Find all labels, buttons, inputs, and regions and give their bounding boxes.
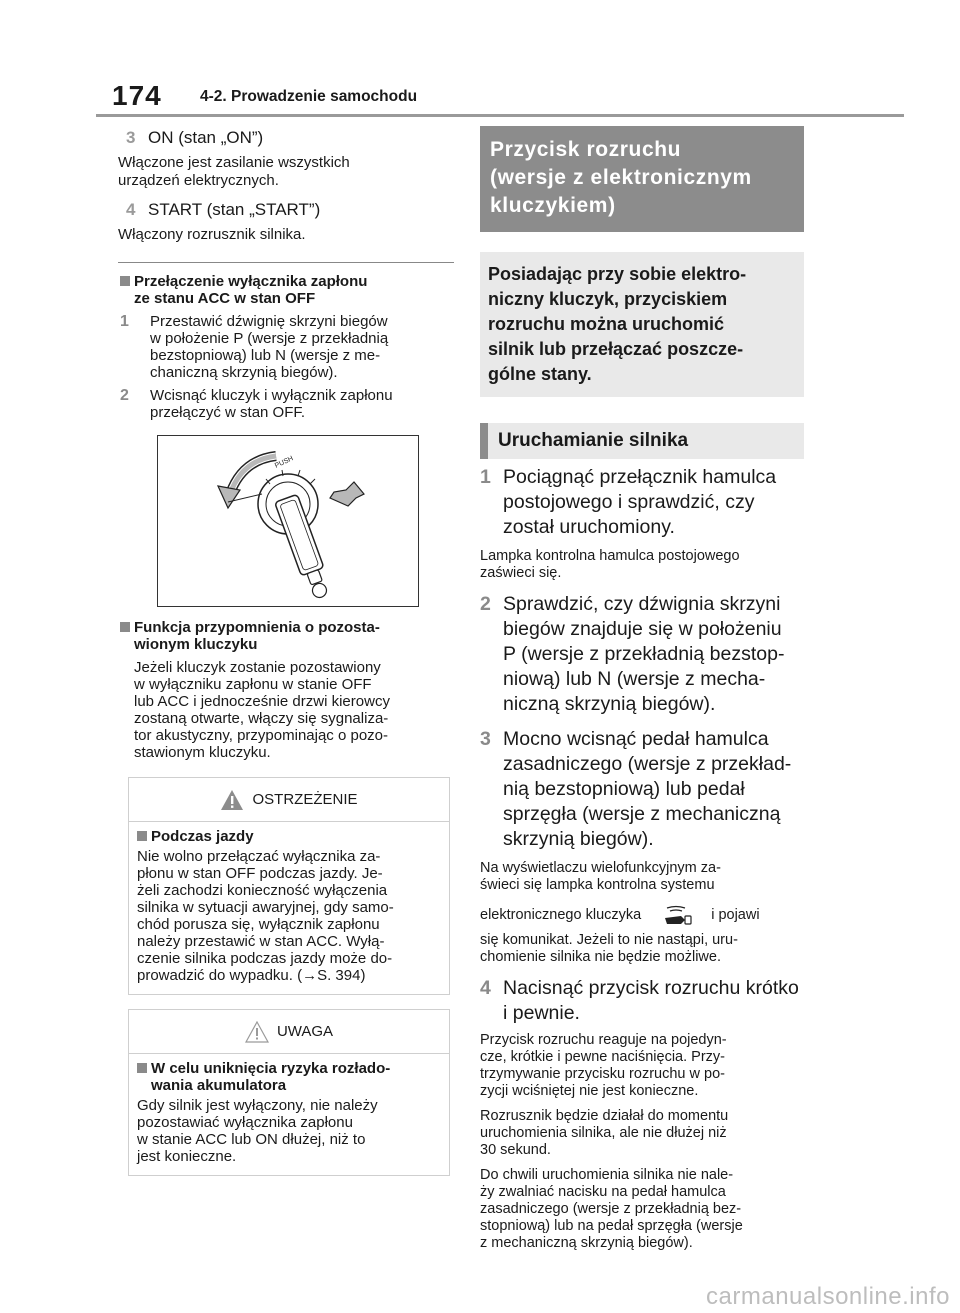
- square-bullet-icon: [120, 276, 130, 286]
- step-number: 3: [480, 728, 491, 750]
- section-banner: [480, 126, 804, 232]
- text-line: płonu w stan OFF podczas jazdy. Je-: [137, 865, 383, 882]
- list-item: [118, 387, 454, 421]
- heading-line: wania akumulatora: [151, 1077, 287, 1094]
- start-step-3: [480, 727, 804, 852]
- text-line: silnik lub przełączać poszcze-: [488, 339, 744, 359]
- warning-title: OSTRZEŻENIE: [252, 791, 358, 808]
- text-line: Mocno wcisnąć pedał hamulca: [503, 728, 769, 750]
- text-line: Przycisk rozruchu reaguje na pojedyn-: [480, 1032, 727, 1048]
- text-line: chomienie silnika nie będzie możliwe.: [480, 949, 721, 965]
- text-line-with-icon: [480, 904, 804, 926]
- smart-key-indicator-icon: [641, 904, 711, 926]
- notice-box: [128, 1009, 450, 1176]
- step-title: START (stan „START”): [148, 200, 321, 219]
- text-line: tor akustyczny, przypominając o pozo-: [134, 727, 388, 744]
- text-line: Posiadając przy sobie elektro-: [488, 264, 747, 284]
- text-line: przełączyć w stan OFF.: [150, 404, 306, 421]
- right-column: [480, 126, 804, 1252]
- step-number: 1: [480, 466, 491, 488]
- text-line: zaświeci się.: [480, 565, 562, 581]
- step-4-note-1: [480, 1032, 804, 1100]
- text-line: i pewnie.: [503, 1002, 580, 1024]
- step-4-note-3: [480, 1167, 804, 1252]
- notice-header: [129, 1010, 449, 1054]
- text-line: stopniową) lub na pedał sprzęgła (wersje: [480, 1218, 743, 1234]
- heading-line: ze stanu ACC w stan OFF: [134, 290, 316, 307]
- text-line: stawionym kluczyku.: [134, 744, 271, 761]
- text-line: postojowego i sprawdzić, czy: [503, 491, 755, 513]
- step-number: 1: [120, 313, 129, 330]
- text-line: Lampka kontrolna hamulca postojowego: [480, 548, 740, 564]
- start-step-2: [480, 592, 804, 717]
- square-bullet-icon: [120, 622, 130, 632]
- text-line: Do chwili uruchomienia silnika nie nale-: [480, 1167, 734, 1183]
- text-line: nią bezstopniową) lub pedał: [503, 778, 745, 800]
- text-line: gólne stany.: [488, 364, 592, 384]
- notice-subheading: [137, 1060, 441, 1094]
- heading-line: Funkcja przypomnienia o pozosta-: [134, 619, 380, 636]
- key-reminder-text: [118, 659, 454, 761]
- text-line: pozostawiać wyłącznika zapłonu: [137, 1114, 353, 1131]
- warning-subheading: [137, 828, 441, 845]
- heading-line: W celu uniknięcia ryzyka rozłado-: [151, 1060, 391, 1077]
- text-line: został uruchomiony.: [503, 516, 675, 538]
- text-line: jest konieczne.: [137, 1148, 237, 1165]
- text-line: z mechaniczną skrzynią biegów).: [480, 1235, 693, 1251]
- text-line: uruchomienia silnika, ale nie dłużej niż: [480, 1125, 727, 1141]
- text-line: Przestawić dźwignię skrzyni biegów: [150, 313, 388, 330]
- notice-text: [137, 1097, 441, 1165]
- text-fragment: elektronicznego kluczyka: [480, 906, 642, 923]
- text-line: niczny kluczyk, przyciskiem: [488, 289, 728, 309]
- push-label: PUSH: [273, 455, 295, 470]
- text-fragment: i pojawi: [711, 906, 760, 923]
- page-number: 174: [112, 80, 162, 111]
- step-4-note-2: [480, 1108, 804, 1159]
- text-line: urządzeń elektrycznych.: [118, 172, 279, 189]
- notice-title: UWAGA: [276, 1023, 334, 1040]
- text-line: ży zwalniać nacisku na pedał hamulca: [480, 1184, 726, 1200]
- text-line: czenie silnika podczas jazdy może do-: [137, 950, 393, 967]
- step-4-description: Włączony rozrusznik silnika.: [118, 226, 306, 243]
- text-line: Włączone jest zasilanie wszystkich: [118, 154, 350, 171]
- switch-off-steps: [118, 313, 454, 421]
- section-divider: [118, 262, 454, 263]
- section-title: 4-2. Prowadzenie samochodu: [200, 88, 418, 105]
- subsection-header: [480, 423, 804, 459]
- heading-line: Podczas jazdy: [151, 828, 254, 845]
- text-line: zasadniczego (wersje z przekład-: [503, 753, 792, 775]
- text-line: silnika w sytuacji awaryjnej, gdy samo-: [137, 899, 394, 916]
- step-number: 2: [480, 593, 491, 615]
- intro-box: [480, 252, 804, 397]
- heading-line: wionym kluczyku: [134, 636, 258, 653]
- text-line: się komunikat. Jeżeli to nie nastąpi, uru-: [480, 932, 738, 948]
- text-line: 30 sekund.: [480, 1142, 551, 1158]
- switch-off-heading: [118, 273, 454, 307]
- header-divider: [96, 114, 904, 117]
- ignition-key-figure: [157, 435, 419, 607]
- text-line: należy przestawić w stan ACC. Wyłą-: [137, 933, 385, 950]
- text-line: w wyłączniku zapłonu w stanie OFF: [134, 676, 372, 693]
- left-column: [118, 126, 454, 1176]
- key-reminder-heading: [118, 619, 454, 653]
- text-line: trzymywanie przycisku rozruchu w po-: [480, 1066, 725, 1082]
- text-line: Nie wolno przełączać wyłącznika za-: [137, 848, 381, 865]
- warning-icon: [220, 789, 244, 811]
- text-line: lub ACC i jednocześnie drzwi kierowcy: [134, 693, 390, 710]
- step-3-description: [118, 154, 454, 190]
- text-line: Na wyświetlaczu wielofunkcyjnym za-: [480, 860, 721, 876]
- step-number: 4: [480, 977, 491, 999]
- text-line: Gdy silnik jest wyłączony, nie należy: [137, 1097, 378, 1114]
- step-title: ON (stan „ON”): [148, 128, 264, 147]
- text-line: sprzęgła (wersje z mechaniczną: [503, 803, 781, 825]
- step-3-note: [480, 860, 804, 966]
- warning-box: [128, 777, 450, 995]
- text-line: Sprawdzić, czy dźwignia skrzyni: [503, 593, 781, 615]
- watermark: carmanualsonline.info: [706, 1283, 950, 1310]
- text-line: bezstopniową) lub N (wersje z me-: [150, 347, 381, 364]
- list-item: [118, 313, 454, 381]
- step-3-on: [118, 128, 454, 148]
- subsection-title: Uruchamianie silnika: [498, 430, 689, 451]
- text-line: świeci się lampka kontrolna systemu: [480, 877, 715, 893]
- text-line: chód porusza się, wyłącznik zapłonu: [137, 916, 380, 933]
- text-line: chaniczną skrzynią biegów).: [150, 364, 338, 381]
- subsection-marker: [480, 423, 488, 459]
- ignition-key-illustration: [158, 436, 420, 608]
- text-line: Nacisnąć przycisk rozruchu krótko: [503, 977, 799, 999]
- text-line: w położenie P (wersje z przekładnią: [150, 330, 389, 347]
- text-line: Jeżeli kluczyk zostanie pozostawiony: [134, 659, 381, 676]
- step-1-note: [480, 548, 804, 582]
- start-step-1: [480, 465, 804, 540]
- step-4-start: [118, 200, 454, 220]
- text-line: Rozrusznik będzie działał do momentu: [480, 1108, 729, 1124]
- warning-header: [129, 778, 449, 822]
- text-line: Wcisnąć kluczyk i wyłącznik zapłonu: [150, 387, 393, 404]
- notice-body: [129, 1054, 449, 1175]
- text-line: P (wersje z przekładnią bezstop-: [503, 643, 785, 665]
- text-line: Pociągnąć przełącznik hamulca: [503, 466, 777, 488]
- text-line: skrzynią biegów).: [503, 828, 654, 850]
- warning-body: [129, 822, 449, 994]
- text-line: niową) lub N (wersje z mecha-: [503, 668, 766, 690]
- banner-line: kluczykiem): [490, 194, 616, 217]
- text-line: biegów znajduje się w położeniu: [503, 618, 782, 640]
- text-line: prowadzić do wypadku. (→S. 394): [137, 967, 366, 984]
- step-number: 2: [120, 387, 129, 404]
- start-step-4: [480, 976, 804, 1026]
- text-line: w stanie ACC lub ON dłużej, niż to: [137, 1131, 366, 1148]
- step-number: 4: [126, 200, 136, 219]
- page-header: [0, 0, 960, 120]
- text-line: zycji wciśniętej nie jest konieczne.: [480, 1083, 699, 1099]
- text-line: rozruchu można uruchomić: [488, 314, 725, 334]
- text-line: cze, krótkie i pewne naciśnięcia. Przy-: [480, 1049, 725, 1065]
- warning-text: [137, 848, 441, 984]
- square-bullet-icon: [137, 1063, 147, 1073]
- caution-icon: [245, 1021, 269, 1043]
- text-line: żeli zachodzi konieczność wyłączenia: [137, 882, 388, 899]
- heading-line: Przełączenie wyłącznika zapłonu: [134, 273, 368, 290]
- text-line: zostaną otwarte, włączy się sygnaliza-: [134, 710, 389, 727]
- step-number: 3: [126, 128, 136, 147]
- text-line: zasadniczego (wersje z przekładnią bez-: [480, 1201, 742, 1217]
- text-line: niczną skrzynią biegów).: [503, 693, 716, 715]
- banner-line: (wersje z elektronicznym: [490, 166, 752, 189]
- square-bullet-icon: [137, 831, 147, 841]
- banner-line: Przycisk rozruchu: [490, 138, 682, 161]
